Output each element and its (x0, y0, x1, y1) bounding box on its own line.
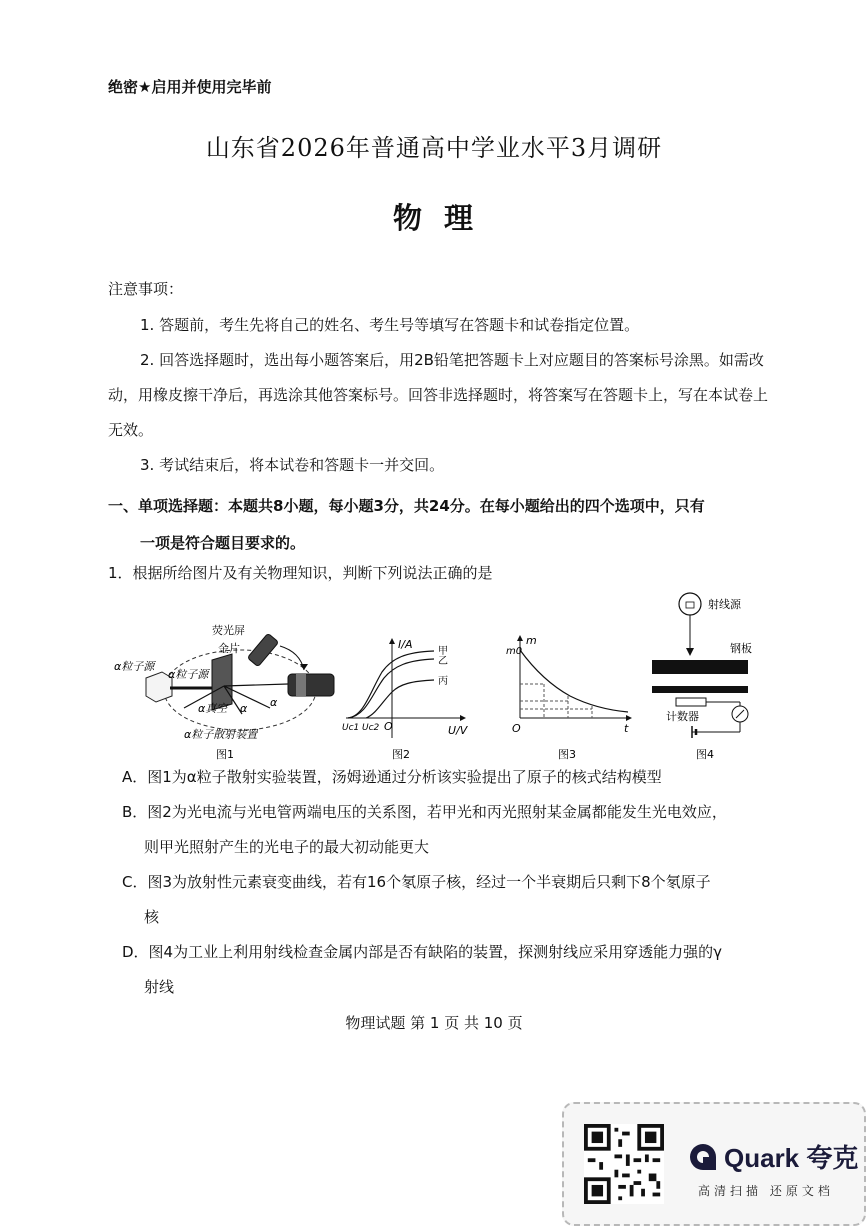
x-axis-arrow (626, 715, 632, 721)
figure-1-caption: 图1 (216, 748, 234, 761)
option-c-text: C．图3为放射性元素衰变曲线，若有16个氡原子核，经过一个半衰期后只剩下8个氡原子 (122, 873, 711, 891)
ray-arrow (686, 648, 694, 656)
exam-title: 山东省2026年普通高中学业水平3月调研 (205, 134, 663, 162)
label-screen: 荧光屏 (212, 624, 245, 637)
qr-code-icon (584, 1124, 664, 1204)
m0-label: m0 (506, 646, 523, 657)
label-alpha-2: α (270, 696, 278, 709)
option-d-text: D．图4为工业上利用射线检查金属内部是否有缺陷的装置，探测射线应采用穿透能力强的γ (122, 943, 722, 961)
x-axis-arrow (460, 715, 466, 721)
label-device: α粒子散射装置 (184, 728, 258, 741)
y-label: I/A (398, 638, 413, 651)
steel-plate-top (652, 660, 748, 674)
section-heading-line2: 一项是符合题目要求的。 (140, 534, 306, 552)
y-axis-arrow (517, 635, 523, 641)
option-b (122, 795, 762, 865)
counter-detector (676, 698, 706, 706)
uc2-label: Uc2 (362, 723, 380, 733)
label-alpha-1: α (240, 702, 248, 715)
figure-4-caption: 图4 (696, 748, 714, 761)
section-heading (108, 488, 768, 562)
detector-microscope (288, 674, 334, 696)
x-label: t (624, 722, 629, 735)
option-d-text-cont: 射线 (144, 978, 175, 996)
rotate-arrowhead (300, 664, 308, 670)
notice-item-1: 1. 答题前，考生先将自己的姓名、考生号等填写在答题卡和试卷指定位置。 (140, 316, 640, 334)
label-plate: 钢板 (730, 642, 752, 655)
notice-heading: 注意事项： (108, 280, 184, 298)
option-a-text: A．图1为α粒子散射实验装置，汤姆逊通过分析该实验提出了原子的核式结构模型 (122, 768, 662, 786)
screen-microscope (247, 633, 278, 667)
option-d (122, 935, 762, 1005)
option-c-text-cont: 核 (144, 908, 160, 926)
option-c (122, 865, 762, 935)
label-bing: 丙 (438, 676, 448, 687)
ray-straight (224, 684, 288, 686)
confidential-mark: 绝密★启用并使用完毕前 (108, 78, 272, 96)
label-vacuum: α真空 (198, 702, 228, 715)
quark-logo-icon (688, 1142, 718, 1172)
figure-3 (506, 632, 638, 764)
origin-label: O (512, 722, 521, 735)
figure-1 (112, 612, 344, 762)
rotate-arrow (280, 646, 304, 670)
detector-ring (296, 674, 306, 696)
curve-jia (348, 651, 434, 718)
source-icon (686, 602, 694, 608)
uc1-label: Uc1 (342, 723, 360, 733)
option-b-text: B．图2为光电流与光电管两端电压的关系图，若甲光和丙光照射某金属都能发生光电效应， (122, 803, 727, 821)
option-b-text-cont: 则甲光照射产生的光电子的最大初动能更大 (144, 838, 430, 856)
y-axis-arrow (389, 638, 395, 644)
quark-slogan: 高清扫描 还原文档 (698, 1184, 834, 1198)
label-source-inner: α粒子源 (168, 668, 209, 681)
label-source-outer: α粒子源 (114, 660, 155, 673)
label-yi: 乙 (438, 656, 448, 667)
origin-label: O (384, 720, 393, 733)
notice-item-2: 2. 回答选择题时，选出每小题答案后，用2B铅笔把答题卡上对应题目的答案标号涂黑。如需改动，用橡皮擦干净后，再选涂其他答案标号。回答非选择题时，将答案写在答题卡上，写在本试卷上无效。 (108, 351, 769, 439)
option-a (122, 760, 762, 795)
curve-bing (366, 680, 434, 718)
label-counter: 计数器 (666, 710, 699, 723)
label-jia: 甲 (438, 646, 448, 657)
figure-2-caption: 图2 (392, 748, 410, 761)
notice-item-3: 3. 考试结束后，将本试卷和答题卡一并交回。 (140, 456, 445, 474)
y-label: m (526, 634, 537, 647)
steel-plate-bottom (652, 686, 748, 693)
figure-3-caption: 图3 (558, 748, 576, 761)
question-1-stem: 1．根据所给图片及有关物理知识，判断下列说法正确的是 (108, 564, 493, 582)
section-heading-line1: 一、单项选择题：本题共8小题，每小题3分，共24分。在每小题给出的四个选项中，只有 (108, 497, 705, 515)
label-source: 射线源 (708, 598, 741, 611)
label-foil: 金片 (218, 642, 240, 655)
quark-watermark (562, 1102, 866, 1226)
figure-2 (340, 632, 480, 764)
decay-curve (520, 650, 628, 712)
x-label: U/V (448, 724, 468, 737)
page-footer: 物理试题 第 1 页 共 10 页 (345, 1014, 523, 1032)
subject-title: 物理 (392, 201, 495, 235)
figure-4 (648, 586, 778, 764)
quark-brand: Quark 夸克 (724, 1143, 859, 1173)
